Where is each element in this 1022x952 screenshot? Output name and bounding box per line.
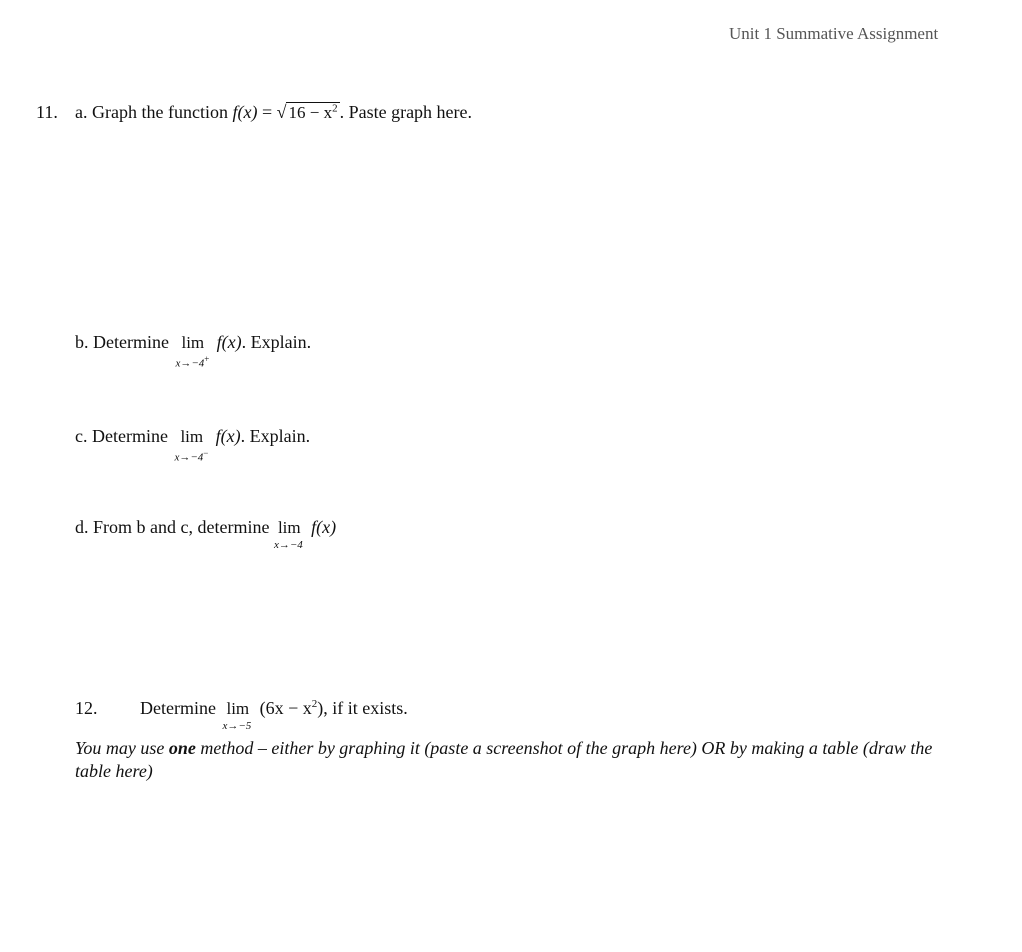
q11b-prefix: b. Determine [75, 332, 169, 352]
limit-operator: lim x→−4− [174, 427, 209, 464]
q12-instructions: You may use one method – either by graphing it (paste a screenshot of the graph here) OR by making a table (draw the table here) [75, 738, 933, 781]
q11c-function: f(x) [215, 426, 241, 446]
q11-part-a [75, 102, 472, 123]
q12-prefix: Determine [140, 698, 216, 718]
q12-number: 12. [75, 698, 98, 718]
q11b-suffix: . Explain. [241, 332, 312, 352]
q11d-prefix: d. From b and c, determine [75, 517, 270, 537]
sqrt-expression [277, 102, 340, 123]
q11-part-b [75, 332, 312, 370]
q11-number: 11. [36, 102, 58, 122]
q11-part-c [75, 426, 311, 464]
q12-expression: $(6x - x^2)$, if it exists. [259, 698, 408, 718]
q11-part-d [75, 517, 337, 551]
limit-subscript: x→−4+ [175, 354, 210, 370]
q11c-suffix: . Explain. [240, 426, 311, 446]
radicand: $16 - x^2$ [288, 102, 338, 122]
limit-subscript: x→−4 [273, 539, 303, 551]
q11b-function: f(x) [216, 332, 242, 352]
limit-operator: lim x→−4 [273, 518, 303, 551]
q12-prompt [140, 698, 408, 732]
q11d-function: f(x) [311, 517, 337, 537]
q11a-function: f(x) [232, 102, 258, 122]
radical-sign-icon: √ [276, 102, 287, 122]
q11a-equals: = [261, 102, 273, 122]
q11a-prefix: a. Graph the function [75, 102, 228, 122]
limit-subscript: x→−5 [222, 720, 252, 732]
q11a-suffix: . Paste graph here. [339, 102, 473, 122]
page-header-title: Unit 1 Summative Assignment [729, 24, 939, 43]
q11c-prefix: c. Determine [75, 426, 168, 446]
limit-subscript: x→−4− [174, 448, 209, 464]
limit-operator: lim x→−5 [222, 699, 252, 732]
limit-operator: lim x→−4+ [175, 333, 210, 370]
